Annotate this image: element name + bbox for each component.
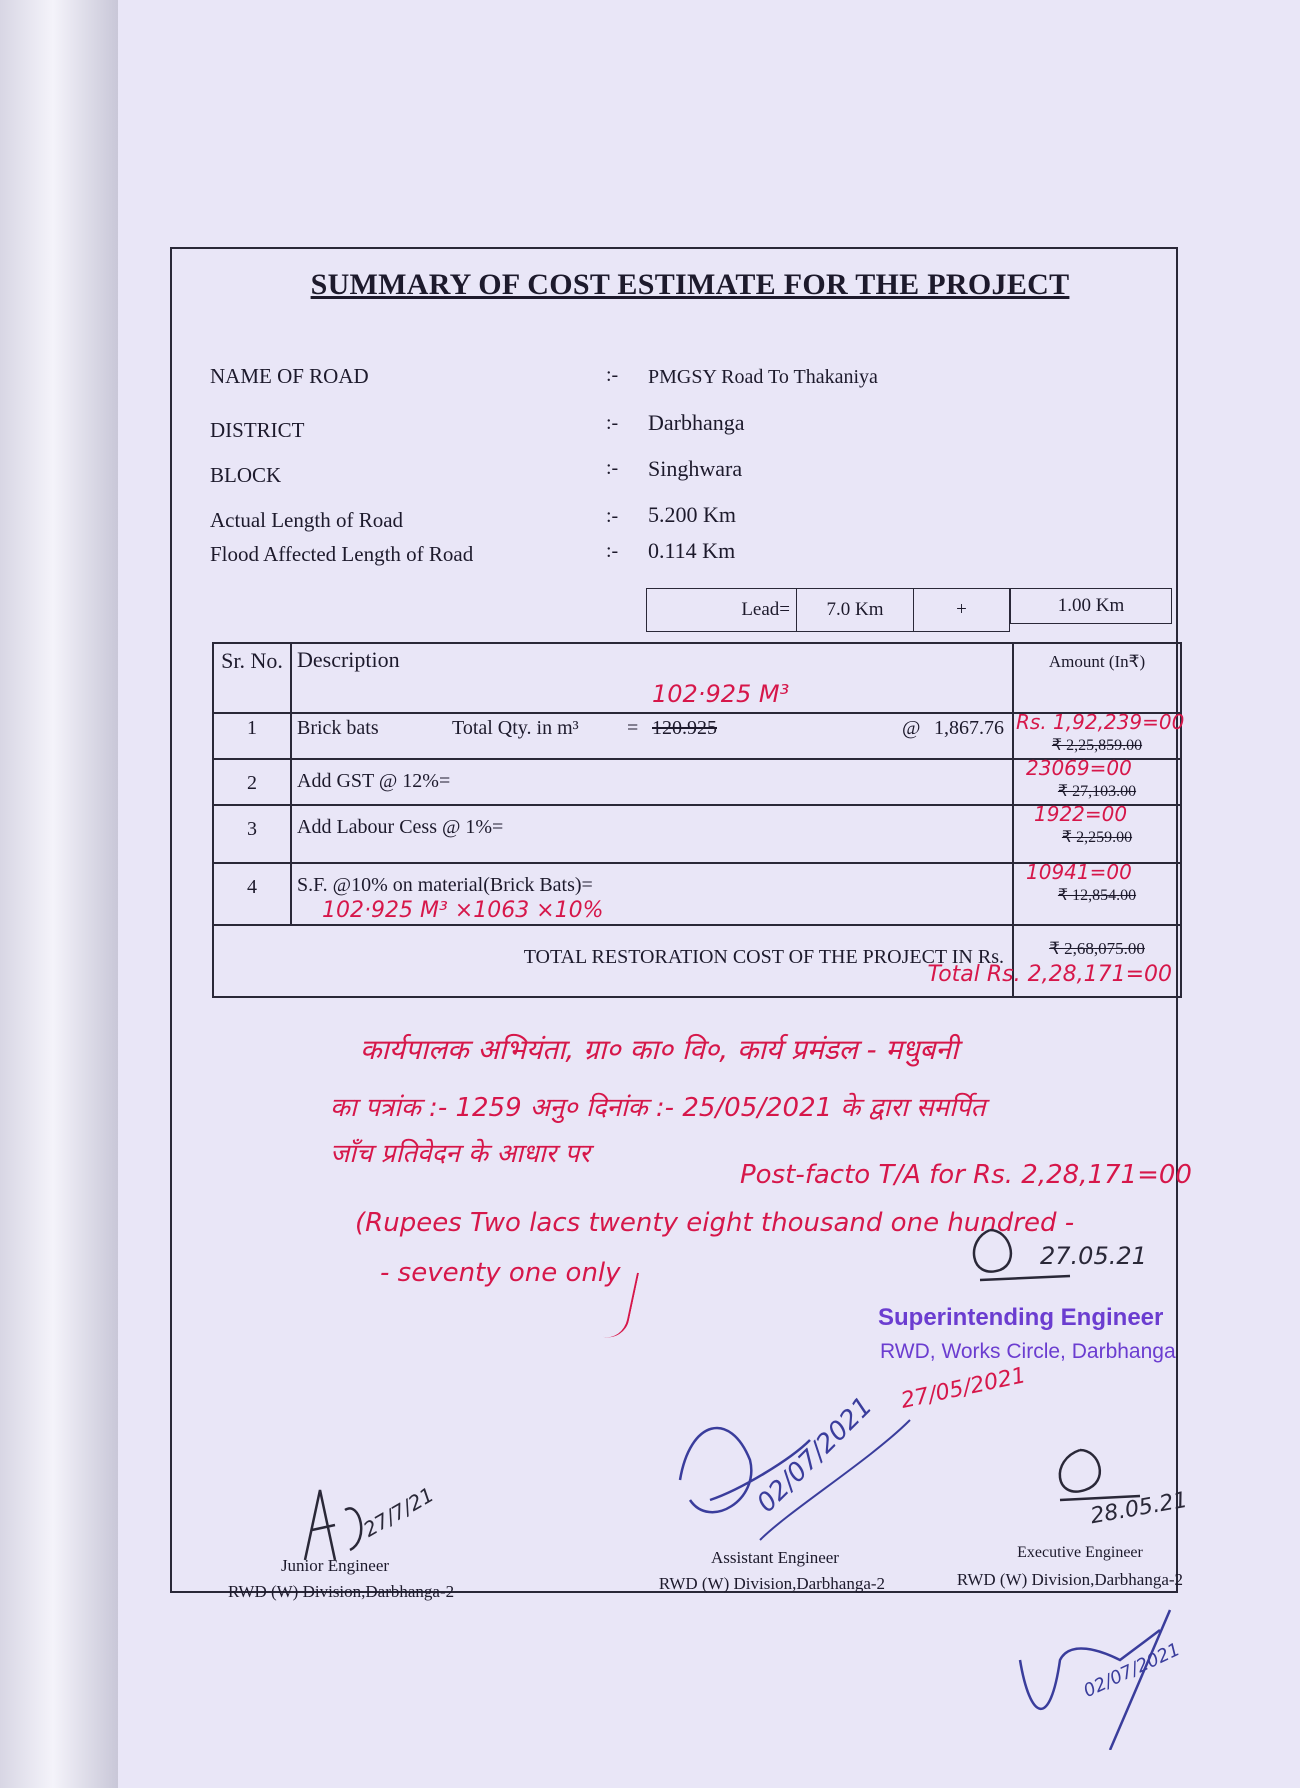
row3-amount-hand: 1922=00 (1034, 802, 1128, 826)
row1-description (291, 713, 1013, 759)
row4-description (291, 863, 1013, 925)
block-sep: :- (606, 457, 619, 479)
note-line-5: (Rupees Two lacs twenty eight thousand one hundred - (355, 1208, 1075, 1238)
header-amount: Amount (In₹) (1013, 643, 1181, 713)
header-description-text: Description (297, 647, 400, 672)
row1-qty: 120.925 (652, 717, 717, 739)
total-label: TOTAL RESTORATION COST OF THE PROJECT IN Rs. (213, 925, 1013, 997)
ae-role: Assistant Engineer (711, 1548, 839, 1567)
header-sr: Sr. No. (213, 643, 291, 713)
lead-extra: 1.00 Km (1010, 588, 1172, 624)
je-role: Junior Engineer (280, 1556, 390, 1575)
road-name-value: PMGSY Road To Thakaniya (648, 366, 878, 388)
note-line-1: कार्यपालक अभियंता, ग्रा० का० वि०, कार्य प्रमंडल - मधुबनी (360, 1033, 959, 1066)
se-date-red: 27/05/2021 (898, 1363, 1029, 1414)
row2-amount-orig: ₹ 27,103.00 (1057, 783, 1137, 800)
row1-at: @ (902, 717, 921, 739)
ae-date: 02/07/2021 (751, 1391, 879, 1519)
row4-amount (1013, 860, 1181, 925)
lead-plus: + (914, 588, 1010, 632)
row1-amount (1013, 710, 1185, 759)
row2-description: Add GST @ 12%= (291, 759, 1013, 805)
block-label: BLOCK (210, 463, 282, 487)
district-sep: :- (606, 412, 619, 434)
actual-length-label: Actual Length of Road (210, 508, 404, 532)
row1-qty-label: Total Qty. in m³ (452, 717, 579, 739)
table-row (213, 805, 1181, 863)
note-line-4: Post-facto T/A for Rs. 2,28,171=00 (740, 1160, 1192, 1190)
table-row (213, 713, 1181, 759)
stamp-subtitle: RWD, Works Circle, Darbhanga (880, 1340, 1176, 1363)
row3-sr: 3 (213, 805, 291, 863)
flood-length-label: Flood Affected Length of Road (210, 542, 474, 566)
ee-role: Executive Engineer (1017, 1544, 1143, 1561)
row3-amount (1013, 802, 1181, 863)
row4-amount-hand: 10941=00 (1026, 860, 1132, 884)
road-name-sep: :- (606, 364, 619, 386)
bottom-date: 02/07/2021 (1080, 1639, 1184, 1702)
district-label: DISTRICT (210, 418, 305, 442)
row2-amount-hand: 23069=00 (1026, 756, 1132, 780)
row4-sr: 4 (213, 863, 291, 925)
row4-desc-text: S.F. @10% on material(Brick Bats)= (297, 874, 593, 896)
table-row (213, 863, 1181, 925)
total-amount-hand: Total Rs. 2,28,171=00 (927, 962, 1172, 987)
lead-label: Lead= (646, 588, 796, 632)
total-amount-orig: ₹ 2,68,075.00 (1049, 939, 1145, 958)
row4-desc-hand: 102·925 M³ ×1063 ×10% (322, 898, 604, 923)
ae-office: RWD (W) Division,Darbhanga-2 (658, 1574, 886, 1593)
block-value: Singhwara (648, 456, 743, 481)
row4-amount-orig: ₹ 12,854.00 (1057, 887, 1137, 904)
cost-table (212, 642, 1185, 998)
je-office: RWD (W) Division,Darbhanga-2 (228, 1582, 455, 1601)
row3-amount-orig: ₹ 2,259.00 (1061, 829, 1133, 846)
table-total-row (213, 925, 1181, 997)
qty-correction: 102·925 M³ (652, 680, 790, 708)
note-line-6: - seventy one only (380, 1258, 621, 1288)
stamp-title: Superintending Engineer (878, 1304, 1164, 1331)
row2-amount (1013, 756, 1181, 805)
actual-length-value: 5.200 Km (648, 502, 736, 527)
se-date: 27.05.21 (1040, 1242, 1147, 1270)
district-value: Darbhanga (648, 410, 745, 435)
ee-date: 28.05.21 (1088, 1487, 1190, 1530)
row1-rate: 1,867.76 (934, 717, 1004, 739)
road-name-label: NAME OF ROAD (210, 364, 369, 388)
flood-length-sep: :- (606, 540, 619, 562)
total-amount (927, 925, 1181, 997)
row1-sr: 1 (213, 713, 291, 759)
note-line-2: का पत्रांक :- 1259 अनु० दिनांक :- 25/05/2021 के द्वारा समर्पित (330, 1093, 986, 1123)
row1-amount-hand: Rs. 1,92,239=00 (1016, 710, 1185, 734)
row1-desc-text: Brick bats (297, 717, 379, 739)
row1-amount-orig: ₹ 2,25,859.00 (1051, 737, 1143, 754)
flood-length-value: 0.114 Km (648, 538, 736, 563)
row2-sr: 2 (213, 759, 291, 805)
row3-description: Add Labour Cess @ 1%= (291, 805, 1013, 863)
document-title: SUMMARY OF COST ESTIMATE FOR THE PROJECT (310, 268, 1070, 301)
note-line-3: जाँच प्रतिवेदन के आधार पर (330, 1139, 590, 1169)
ee-office: RWD (W) Division,Darbhanga-2 (956, 1570, 1184, 1589)
lead-value: 7.0 Km (796, 588, 914, 632)
je-date: 27/7/21 (359, 1482, 438, 1542)
table-header-row (213, 643, 1181, 713)
row1-eq: = (627, 717, 639, 739)
actual-length-sep: :- (606, 505, 619, 527)
header-description (291, 643, 1013, 713)
table-row (213, 759, 1181, 805)
